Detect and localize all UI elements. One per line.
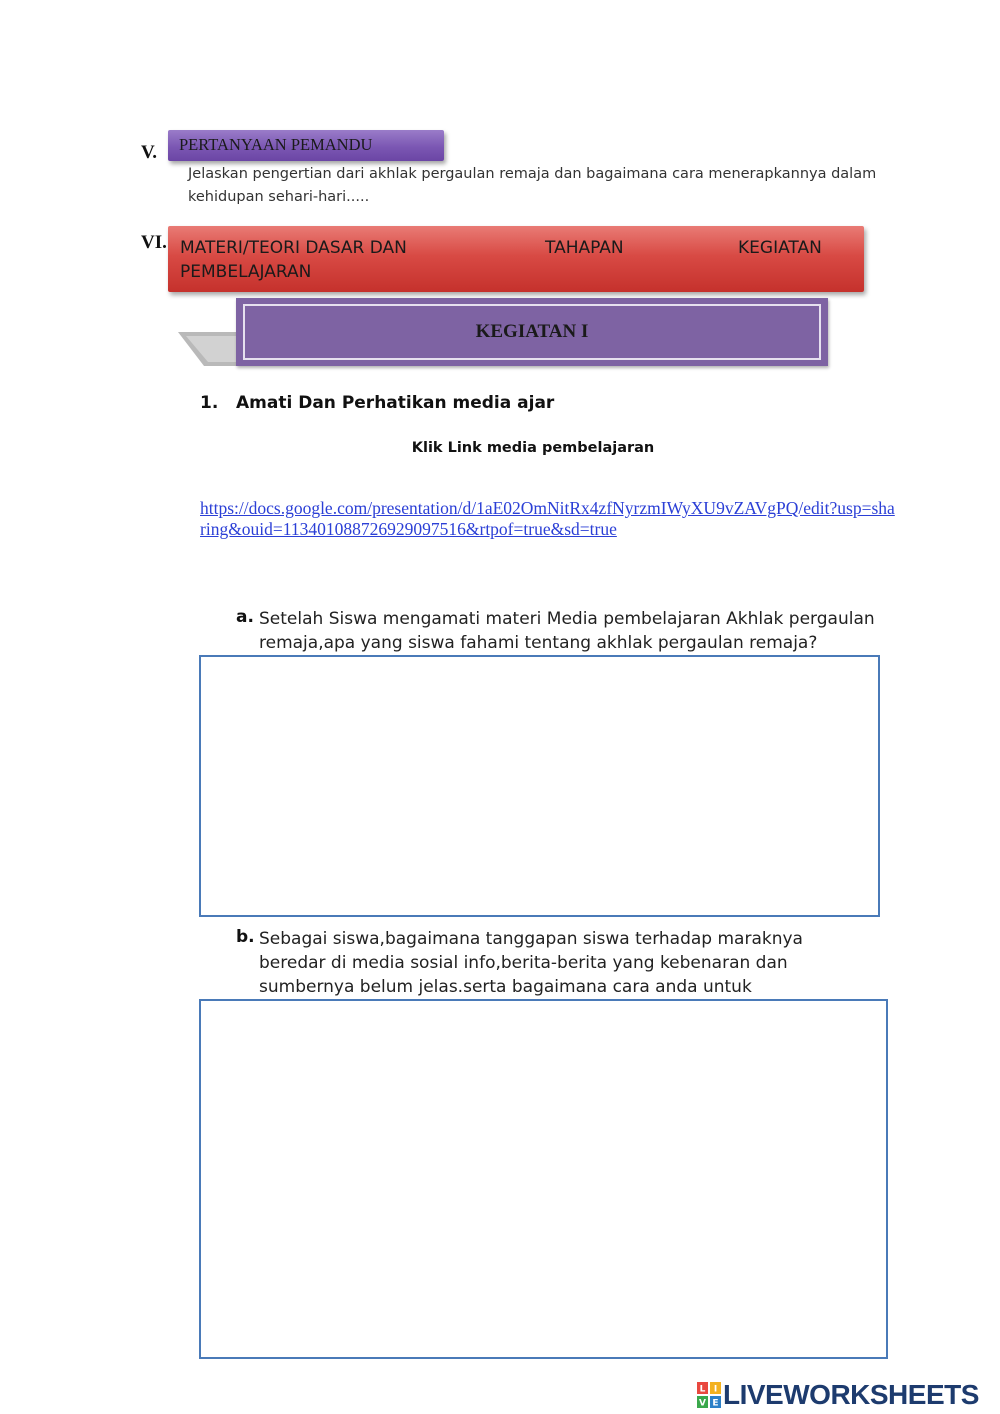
section-vi-banner-word3: KEGIATAN <box>738 238 822 258</box>
section-vi-banner-word2: TAHAPAN <box>545 238 624 258</box>
svg-text:L: L <box>699 1384 706 1395</box>
question-b-text: Sebagai siswa,bagaimana tanggapan siswa terhadap maraknya beredar di media sosial info,berita-berita yang kebenaran dan sumbernya belum jelas.serta bagaimana cara anda untuk <box>259 929 803 997</box>
section-vi-banner <box>168 226 864 292</box>
section-vi-banner-word1: MATERI/TEORI DASAR DAN <box>180 238 407 258</box>
activity-title: KEGIATAN I <box>475 321 589 342</box>
liveworksheets-logo-icon <box>697 1382 721 1408</box>
guide-question-text: Jelaskan pengertian dari akhlak pergaulan remaja dan bagaimana cara menerapkannya dalam kehidupan sehari-hari..... <box>188 166 877 205</box>
media-link[interactable]: https://docs.google.com/presentation/d/1aE02OmNitRx4zfNyrzmIWyXU9vZAVgPQ/edit?usp=sharing&ouid=113401088726929097516&rtpof=true&sd=true <box>200 498 895 539</box>
answer-box-a[interactable] <box>199 655 880 917</box>
watermark-text: LIVEWORKSHEETS <box>723 1379 979 1410</box>
activity-box <box>236 298 828 366</box>
item-1-number: 1. <box>200 393 219 413</box>
question-a-text: Setelah Siswa mengamati materi Media pembelajaran Akhlak pergaulan remaja,apa yang siswa fahami tentang akhlak pergaulan remaja? <box>259 609 875 653</box>
svg-text:V: V <box>699 1398 706 1408</box>
section-v-banner <box>168 130 444 161</box>
section-v-banner-title: PERTANYAAN PEMANDU <box>179 135 373 154</box>
svg-text:I: I <box>713 1384 718 1395</box>
link-instruction: Klik Link media pembelajaran <box>411 440 655 456</box>
item-1-text: Amati Dan Perhatikan media ajar <box>236 393 555 413</box>
question-b-label: b. <box>236 927 255 947</box>
section-v-numeral: V. <box>141 142 158 163</box>
question-a-label: a. <box>236 607 254 627</box>
svg-text:E: E <box>712 1398 719 1408</box>
section-vi-numeral: VI. <box>141 232 167 253</box>
answer-box-b[interactable] <box>199 999 888 1359</box>
liveworksheets-watermark <box>697 1378 979 1412</box>
section-vi-banner-line2: PEMBELAJARAN <box>180 262 312 282</box>
